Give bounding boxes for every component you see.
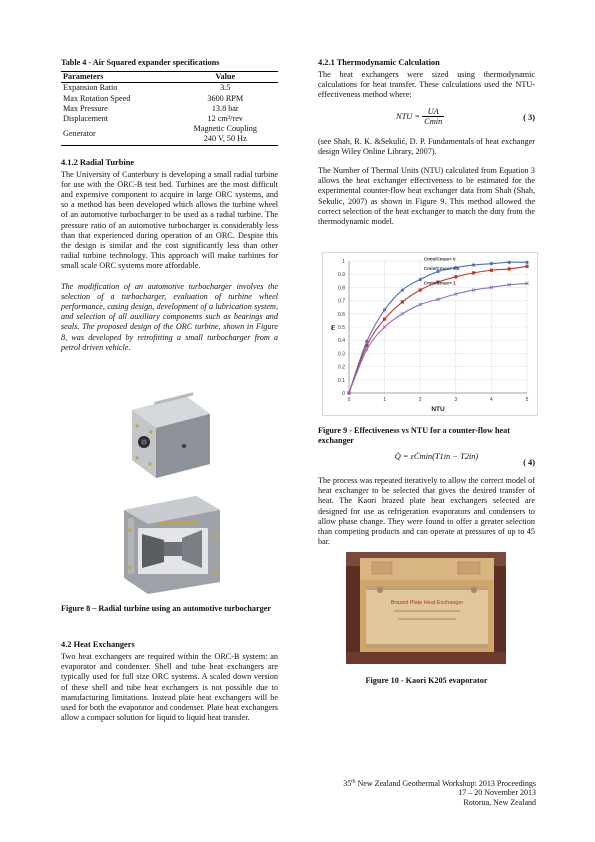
data-point: [508, 261, 511, 264]
data-point: [490, 262, 493, 265]
x-tick-label: 2: [418, 397, 422, 403]
y-tick-label: 0.9: [338, 272, 345, 279]
table-header-row: [61, 72, 278, 83]
figure10-photo: [346, 552, 506, 664]
y-axis-label: ε: [330, 322, 336, 333]
y-tick-label: 0.8: [338, 285, 345, 292]
footer-line-2: 17 – 20 November 2013: [458, 788, 536, 798]
figure8-caption-wrap: [61, 604, 278, 614]
table-row: [61, 83, 278, 94]
figure9-caption: Figure 9 - Effectiveness vs NTU for a counter-flow heat exchanger: [318, 426, 510, 446]
figure8-top-image: [124, 388, 216, 480]
eq3-lhs: NTU =: [396, 111, 421, 121]
table-cell-value: 12 cm³/rev: [207, 114, 243, 124]
data-point: [472, 263, 475, 266]
table-cell-value: 3.5: [220, 83, 231, 93]
eq3-denominator: Cmin: [424, 116, 443, 126]
eq4-number: ( 4): [523, 458, 535, 467]
kaori-evaporator-photo: [346, 552, 506, 664]
y-tick-label: 0.1: [338, 377, 345, 384]
data-point: [525, 265, 528, 268]
left-column: [61, 58, 278, 353]
eq3-numerator: UA: [422, 107, 444, 117]
equation-3: [396, 107, 535, 131]
eq4-block: [318, 452, 535, 547]
radial-turbine-paragraph: The University of Canterbury is developing a small radial turbine for use with the ORC-B test bed. Turbines are the most difficult and expensive component to acquire in large ORC systems, and so a method has been developed which allows the turbine wheel of an automotive turbocharger to be used as a radial turbine. The pressure ratio of an automotive turbocharger is considerably less than that experienced during operation of an ORC. Despite this the design is similar and the cost significantly less than other radial turbine technology. This approach will make turbines for small scale ORC systems more affordable.: [61, 169, 278, 271]
figure9-chart: [322, 252, 538, 416]
y-tick-label: 0.4: [338, 338, 345, 345]
figure8-bottom-image: [118, 490, 226, 596]
x-tick-label: 0: [347, 397, 351, 403]
table-cell-value: 13.8 bar: [211, 103, 239, 113]
data-point: [383, 308, 386, 311]
table-row: [61, 104, 278, 114]
heat-exchangers-paragraph: Two heat exchangers are required within the ORC-B system: an evaporator and condenser. Shell and tube heat exchangers are typically used for full size ORC systems. A scaled down version of these shell and tube heat exchangers is not possible due to manufacturing limitations. Instead plate heat exchangers will be used for both the evaporator and condenser. Plate heat exchangers allow a compact solution for liquid to liquid heat transfer.: [61, 652, 278, 723]
equation-4: [318, 452, 535, 468]
table-cell-value: 3600 RPM: [207, 93, 244, 103]
process-paragraph: The process was repeated iteratively to allow the correct model of heat exchanger to be selected that gives the desired transfer of heat. The Kaori brazed plate heat exchangers selected are designed for use as refrigeration evaporators and condensers to allow phase change. They were found to offer a greater selection than competing products and can operate at pressures of up to 45 bar.: [318, 476, 535, 547]
eq3-number: ( 3): [523, 112, 535, 122]
data-point: [508, 267, 511, 270]
page-footer: [343, 777, 536, 807]
data-point: [419, 278, 422, 281]
ntu-paragraph: The Number of Thermal Units (NTU) calculated from Equation 3 allows the heat exchanger effectiveness to be estimated for the experimental counter-flow heat exchanger data from Shah (Shah, Sekulic, 2007) as shown in Figure 9. This method allowed the correct selection of the heat exchanger to match the duty from the thermodynamic model.: [318, 166, 535, 227]
table-row: [61, 124, 278, 145]
series-label: Cmin/Cmax= 1: [423, 280, 456, 286]
photo-box-label: Brazed Plate Heat Exchanger: [390, 600, 464, 606]
y-tick-label: 0.5: [338, 325, 345, 331]
thermodynamic-paragraph: The heat exchangers were sized using thermodynamic calculations for heat transfer. These calculations used the NTU-effectiveness method where:: [318, 70, 535, 100]
table-cell-value: [173, 124, 278, 145]
y-tick-label: 0: [342, 391, 345, 397]
footer-line-3: Rotorua, New Zealand: [463, 797, 536, 807]
table-cell-param: Expansion Ratio: [63, 83, 118, 93]
section-heading-thermodynamic: 4.2.1 Thermodynamic Calculation: [318, 58, 440, 67]
table-cell-param: Max Pressure: [63, 103, 108, 113]
data-point: [401, 300, 404, 303]
footer-line-1: [343, 777, 536, 788]
x-tick-label: 5: [525, 397, 529, 403]
y-tick-label: 1: [342, 259, 345, 265]
effectiveness-chart-svg: [323, 253, 537, 415]
figure8-caption: Figure 8 – Radial turbine using an automotive turbocharger: [61, 604, 271, 613]
table-cell-param: Max Rotation Speed: [63, 93, 131, 103]
x-tick-label: 4: [490, 397, 493, 403]
generator-line-2: 240 V, 50 Hz: [203, 134, 247, 144]
data-point: [472, 271, 475, 274]
data-point: [401, 288, 404, 291]
table-row: [61, 114, 278, 124]
table-header-parameters: Parameters: [63, 72, 104, 82]
figure10-caption-wrap: [318, 676, 535, 686]
series-label: Cmin/Cmax= 0.5: [423, 265, 460, 271]
right-column: [318, 58, 535, 227]
x-tick-label: 3: [454, 397, 458, 403]
figure10-caption: Figure 10 - Kaori K205 evaporator: [365, 676, 488, 685]
data-point: [383, 317, 386, 320]
x-tick-label: 1: [383, 397, 386, 403]
y-tick-label: 0.7: [338, 298, 345, 305]
figure9-caption-wrap: [318, 426, 535, 446]
reference-paragraph: (see Shah, R. K. &Sekulić, D. P. Fundamentals of heat exchanger design Wiley Online Library, 2007).: [318, 136, 535, 156]
turbine-section-render: [118, 490, 226, 596]
generator-line-1: Magnetic Coupling: [193, 124, 257, 134]
section-heading-heat-exchangers: 4.2 Heat Exchangers: [61, 640, 135, 649]
specs-table: [61, 71, 278, 145]
section-heading-radial-turbine: 4.1.2 Radial Turbine: [61, 157, 135, 167]
data-point: [419, 288, 422, 291]
data-point: [525, 261, 528, 264]
data-point: [490, 269, 493, 272]
eq4-text: Q̇ = εĊmin(T1in − T2in): [394, 452, 479, 461]
series-label: Cmin/Cmax= 0: [423, 256, 456, 262]
table-header-value: Value: [215, 72, 236, 82]
eq3-fraction: [422, 107, 444, 126]
heat-exchangers-section: [61, 640, 278, 723]
y-tick-label: 0.3: [338, 351, 345, 358]
table-cell-param: Displacement: [63, 114, 109, 124]
x-axis-label: NTU: [431, 406, 445, 413]
table4-title: Table 4 - Air Squared expander specifications: [61, 58, 220, 67]
table-row: [61, 94, 278, 104]
y-tick-label: 0.2: [338, 364, 345, 371]
data-point: [454, 275, 457, 278]
y-tick-label: 0.6: [338, 311, 345, 318]
footer-workshop: 35th New Zealand Geothermal Workshop: 2013 Proceedings: [343, 778, 536, 788]
turbocharger-paragraph: The modification of an automotive turbocharger involves the selection of a turbocharger, evaluation of turbine wheel performance, casing design, development of a lubrication system, and selection of all auxiliary components such as bearings and seals. The proposed design of the ORC turbine, shown in Figure 8, was developed by retrofitting a small turbocharger from a petrol driven vehicle.: [61, 281, 278, 352]
table-cell-param: Generator: [63, 129, 96, 139]
turbine-block-render: [124, 388, 216, 480]
chart-background: [323, 253, 537, 415]
